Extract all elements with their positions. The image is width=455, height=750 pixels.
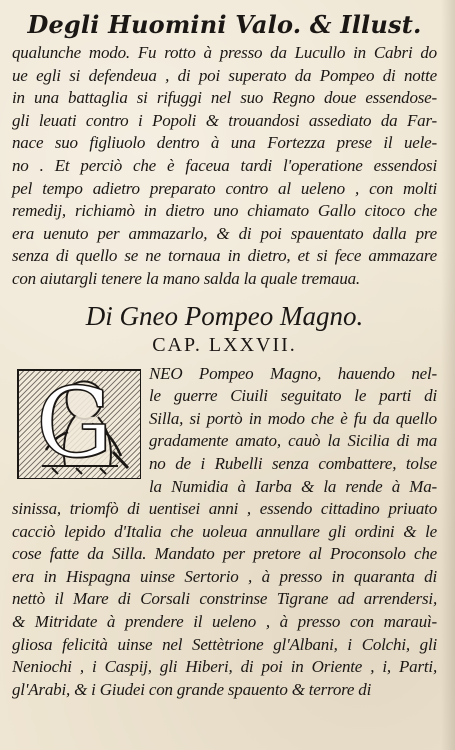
text-line: gl'Arabi, & i Giudei con grande spauento & terrore di (12, 679, 372, 699)
text-line: era in Hispagna uinse Sertorio , à presso in quaranta di (12, 566, 437, 586)
text-line: nettò il Mare di Corsali constrinse Tigrane ad arrendersi, (12, 589, 437, 609)
paragraph-one (12, 42, 437, 291)
text-line: no . Et perciò che è faceua tardi l'operatione essendosi (12, 155, 437, 175)
drop-cap-illustration (17, 369, 141, 479)
text-line: Silla, si portò in modo che è fu da quello (149, 408, 437, 428)
text-line: era uenuto per ammazarlo, & di poi spauentato dalla pre (12, 223, 437, 243)
text-line: senza di quello se ne tornaua in dietro, et si fece ammazare (12, 246, 437, 266)
text-line: remedij, richiamò in dietro uno chiamato Gallo citoco che (12, 201, 437, 221)
text-line: nace suo figliuolo dentro à una Fortezza prese il uele- (12, 133, 437, 153)
drop-cap-frame (17, 369, 141, 479)
text-line: & Mitridate à prendere il ueleno , à presso con marauì- (12, 612, 437, 632)
paragraph-two (12, 363, 437, 702)
text-line: con aiutargli tenere la mano salda la quale tremaua. (12, 268, 360, 288)
text-line: gli leuati contro i Popoli & trouandosi assediato da Far- (12, 110, 437, 130)
text-line: no de i Rubelli senza combattere, tolse (149, 453, 437, 473)
drop-cap-letter: G (36, 368, 113, 479)
text-line: la Numidia à Iarba & la rende à Ma- (149, 476, 437, 496)
text-line: Neniochi , i Caspij, gli Hiberi, di poi in Oriente , i, Parti, (12, 657, 437, 677)
text-line: cacciò lepido d'Italia che uoleua annullare gli ordini & le (12, 521, 437, 541)
text-line: sinissa, triomfò di uentisei anni , essendo cittadino priuato (12, 499, 437, 519)
text-line: pel tempo adietro preparato contro al ueleno , con molti (12, 178, 437, 198)
text-line: gliosa felicità uinse nel Settètrione gl'Albani, i Colchi, gli (12, 634, 437, 654)
text-line: cose fatte da Silla. Mandato per pretore al Proconsolo che (12, 544, 437, 564)
chapter-number: CAP. LXXVII. (152, 333, 297, 356)
chapter-title: Di Gneo Pompeo Magno. (85, 300, 364, 331)
text-line: qualunche modo. Fu rotto à presso da Lucullo in Cabri do (12, 43, 437, 62)
text-line: gradamente amato, cauò la Sicilia di ma (149, 431, 437, 451)
text-line: le guerre Ciuili seguitato le parti di (149, 386, 437, 406)
text-line: ue egli si defendeua , di poi superato da Pompeo di notte (12, 65, 437, 85)
text-line: NEO Pompeo Magno, hauendo nel- (149, 363, 437, 383)
running-head: Degli Huomini Valo. & Illust. (27, 10, 422, 39)
text-line: in una battaglia si rifuggi nel suo Regno doue essendose- (12, 88, 437, 108)
